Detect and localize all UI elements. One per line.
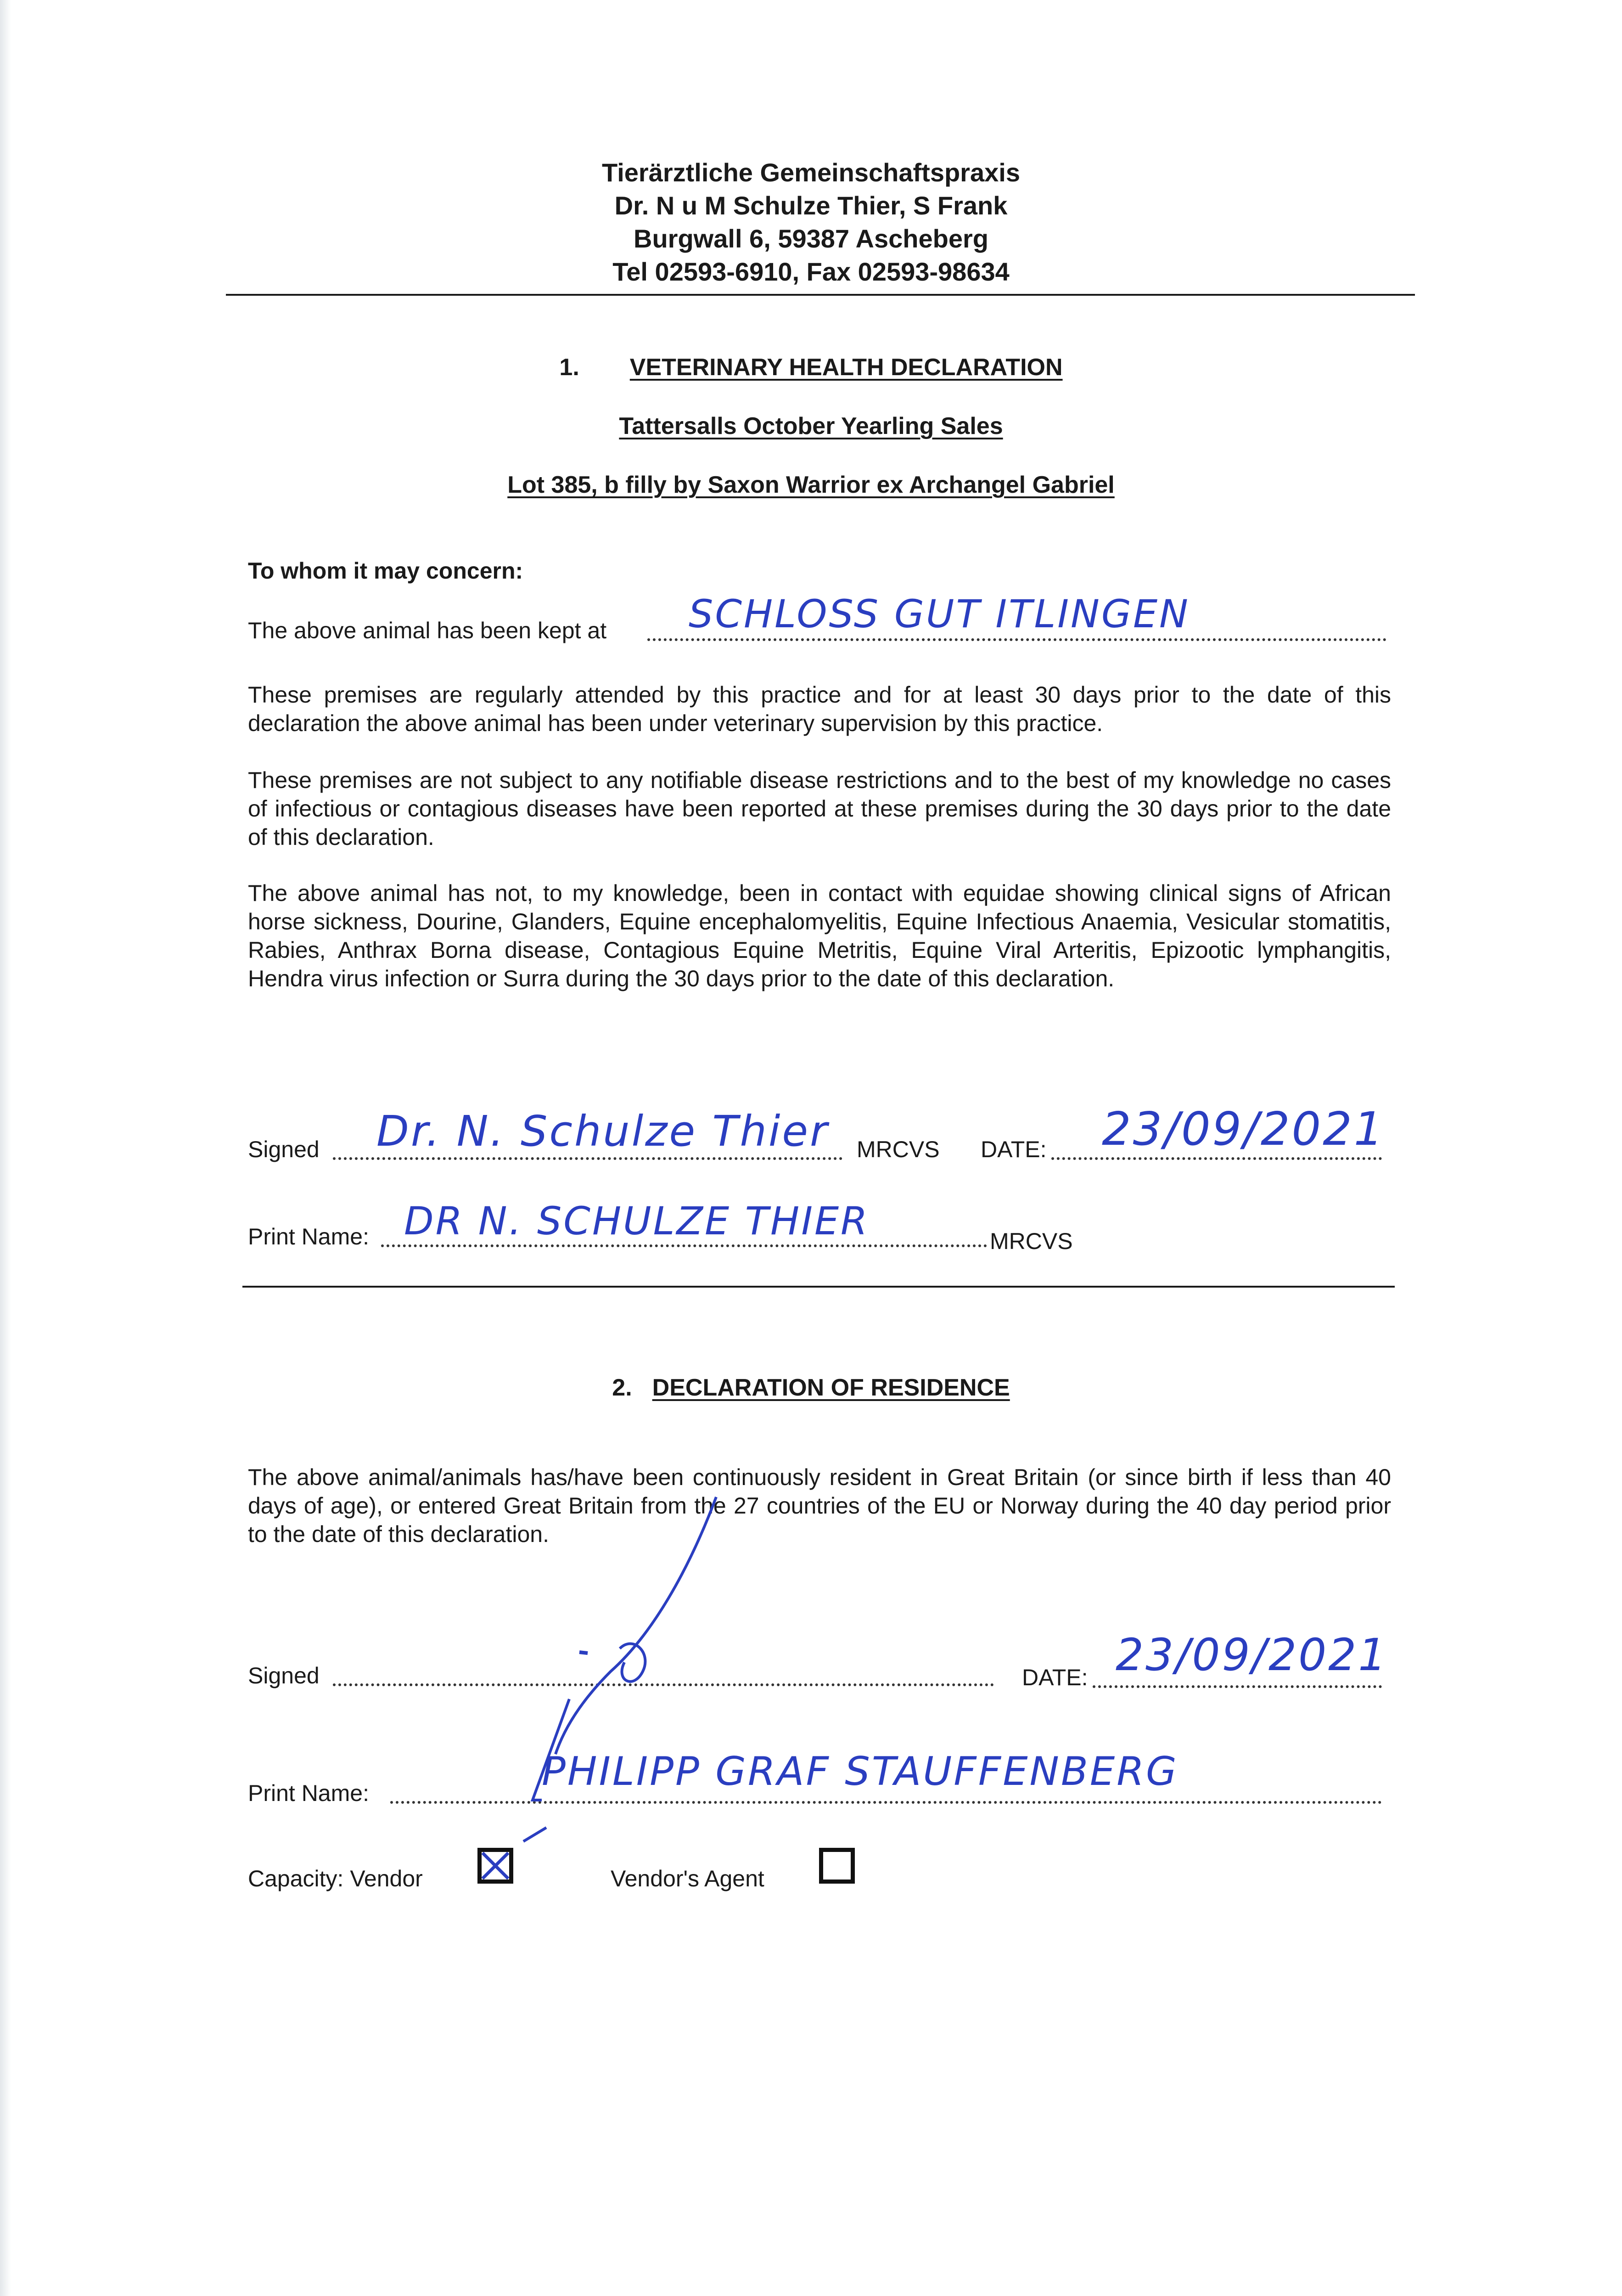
section1-paragraph-3: The above animal has not, to my knowledge, been in contact with equidae showing clinical signs of African horse sickness, Dourine, Glanders, Equine encephalomyelitis, Equine Infectious Anaemia, Vesicular stomatitis, Rabies, Anthrax Borna disease, Contagious Equine Metritis, Equine Viral Arteritis, Epizootic lymphangitis, Hendra virus infection or Surra during the 30 days prior to the date of this declaration. bbox=[248, 880, 1391, 991]
section2-print-name-label: Print Name: bbox=[248, 1780, 369, 1806]
section1-date-value: 23/09/2021 bbox=[1102, 1102, 1385, 1156]
section2-title: DECLARATION OF RESIDENCE bbox=[652, 1374, 1010, 1401]
practice-doctors: Dr. N u M Schulze Thier, S Frank bbox=[614, 191, 1008, 220]
section1-print-name-label: Print Name: bbox=[248, 1224, 369, 1249]
sale-name: Tattersalls October Yearling Sales bbox=[619, 413, 1003, 439]
section2-number: 2. bbox=[612, 1374, 632, 1401]
kept-at-handwriting: SCHLOSS GUT ITLINGEN bbox=[689, 591, 1190, 636]
section1-paragraph-2: These premises are not subject to any notifiable disease restrictions and to the best of my knowledge no cases of infectious or contagious diseases have been reported at these premises during the 30 days prior to the date of this declaration. bbox=[248, 767, 1391, 850]
practice-name: Tierärztliche Gemeinschaftspraxis bbox=[602, 158, 1020, 187]
section1-signature: Dr. N. Schulze Thier bbox=[376, 1107, 829, 1156]
section2-signed-label: Signed bbox=[248, 1663, 320, 1688]
practice-address: Burgwall 6, 59387 Ascheberg bbox=[634, 224, 988, 253]
section1-print-name-value: DR N. SCHULZE THIER bbox=[404, 1199, 870, 1244]
capacity-vendor-label: Capacity: Vendor bbox=[248, 1866, 423, 1891]
kept-at-label: The above animal has been kept at bbox=[248, 618, 607, 643]
vendor-agent-label: Vendor's Agent bbox=[611, 1866, 764, 1891]
section2-print-name-value: PHILIPP GRAF STAUFFENBERG bbox=[542, 1749, 1179, 1795]
salutation: To whom it may concern: bbox=[248, 558, 523, 584]
section1-print-mrcvs: MRCVS bbox=[990, 1228, 1073, 1254]
section1-date-label: DATE: bbox=[981, 1137, 1047, 1162]
section1-paragraph-1: These premises are regularly attended by this practice and for at least 30 days prior to the date of this declaration the above animal has been under veterinary supervision by this practice. bbox=[248, 682, 1391, 736]
section2-paragraph: The above animal/animals has/have been continuously resident in Great Britain (or since birth if less than 40 days of age), or entered Great Britain from the 27 countries of the EU or Norway during the 40 day period prior to the date of this declaration. bbox=[248, 1464, 1391, 1547]
section1-title: VETERINARY HEALTH DECLARATION bbox=[629, 354, 1063, 381]
lot-description: Lot 385, b filly by Saxon Warrior ex Archangel Gabriel bbox=[507, 472, 1115, 498]
section2-date-value: 23/09/2021 bbox=[1116, 1629, 1388, 1681]
section1-signed-label: Signed bbox=[248, 1137, 320, 1162]
section1-mrcvs: MRCVS bbox=[857, 1137, 940, 1162]
section2-date-label: DATE: bbox=[1022, 1665, 1088, 1690]
section1-number: 1. bbox=[559, 354, 579, 381]
practice-contact: Tel 02593-6910, Fax 02593-98634 bbox=[612, 257, 1010, 286]
